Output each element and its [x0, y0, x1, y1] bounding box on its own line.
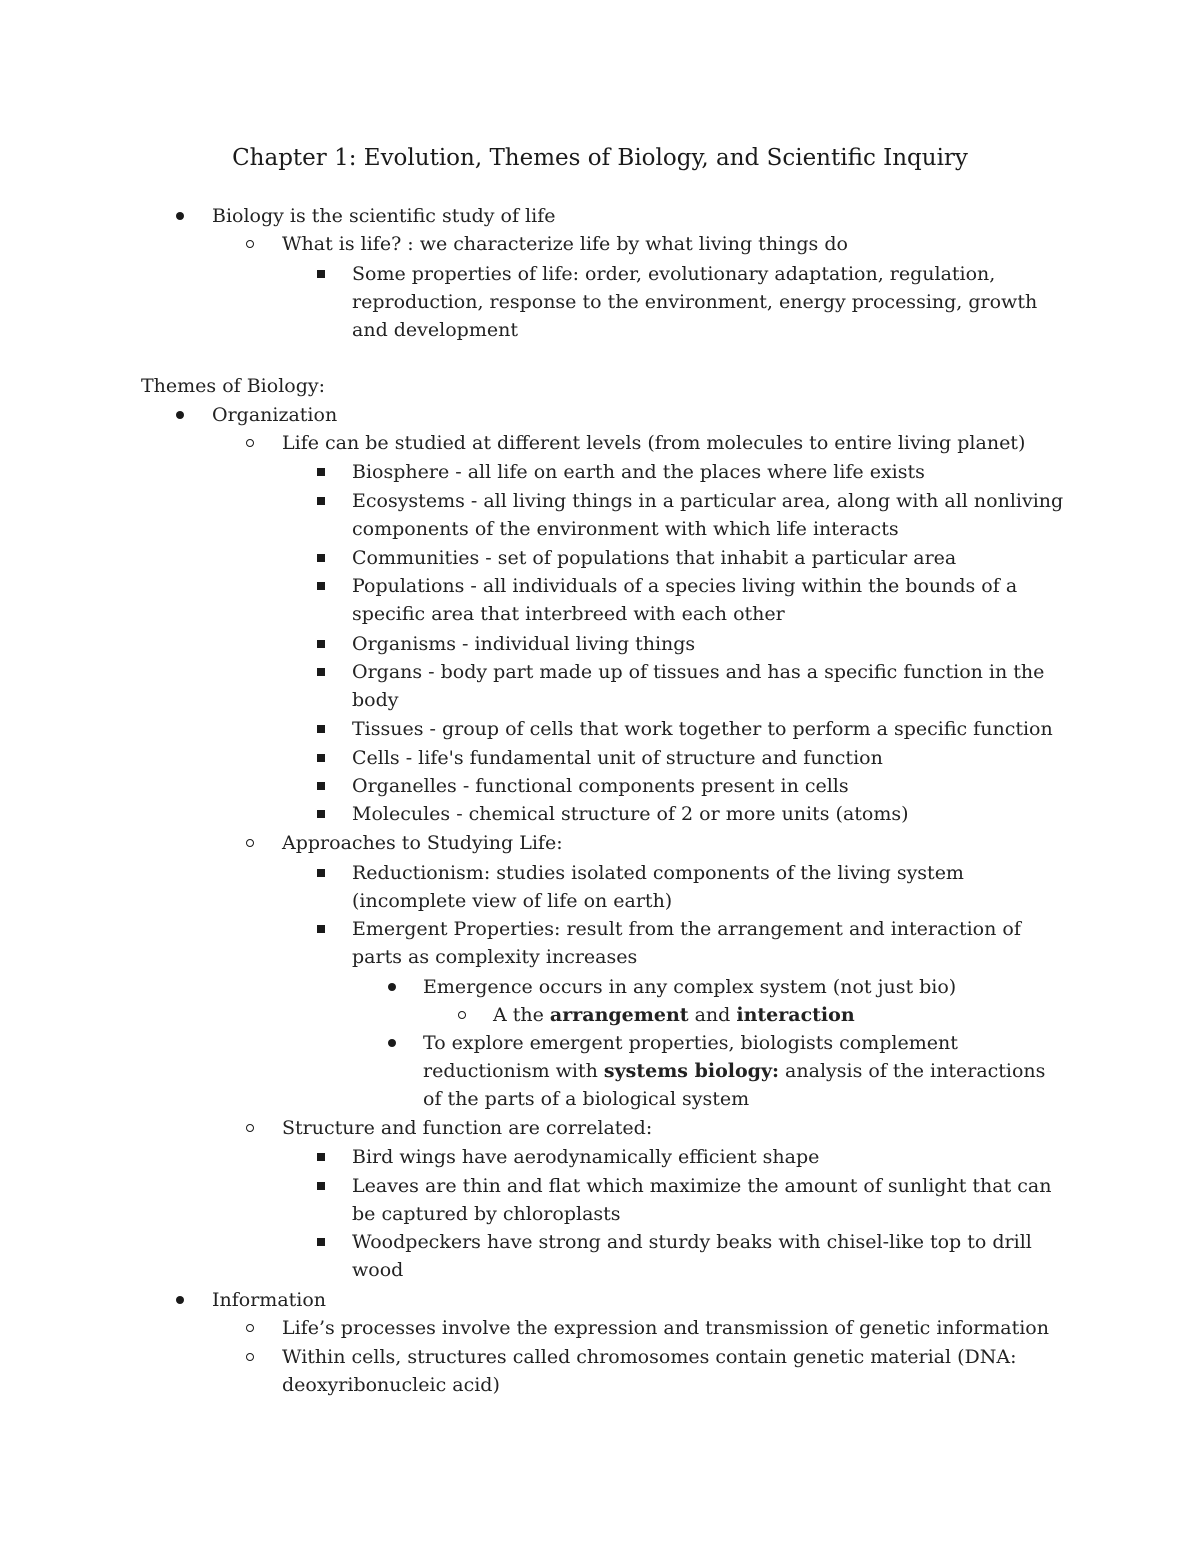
list-item-continuation: be captured by chloroplasts: [352, 1203, 621, 1225]
list-item: To explore emergent properties, biologists complement: [423, 1032, 958, 1054]
bullet-square-icon: [317, 1238, 325, 1246]
bullet-square-icon: [317, 582, 325, 590]
bullet-square-icon: [317, 554, 325, 562]
list-item: Life can be studied at different levels (from molecules to entire living planet): [282, 432, 1026, 454]
page-title: Chapter 1: Evolution, Themes of Biology, and Scientific Inquiry: [232, 145, 968, 171]
bullet-square-icon: [317, 497, 325, 505]
list-item: Organisms - individual living things: [352, 633, 696, 655]
list-item: What is life? : we characterize life by what living things do: [282, 233, 848, 255]
list-item: Some properties of life: order, evolutionary adaptation, regulation,: [352, 263, 996, 285]
list-item: Leaves are thin and flat which maximize the amount of sunlight that can: [352, 1175, 1052, 1197]
list-item: Reductionism: studies isolated components of the living system: [352, 862, 964, 884]
list-item: Organelles - functional components present in cells: [352, 775, 849, 797]
list-item: Organs - body part made up of tissues and has a specific function in the: [352, 661, 1045, 683]
list-item: Within cells, structures called chromosomes contain genetic material (DNA:: [282, 1346, 1017, 1368]
bullet-square-icon: [317, 925, 325, 933]
bullet-square-icon: [317, 725, 325, 733]
list-item-continuation: reproduction, response to the environment, energy processing, growth: [352, 291, 1038, 313]
bullet-square-icon: [317, 810, 325, 818]
list-item-continuation: and development: [352, 319, 518, 341]
list-item: Woodpeckers have strong and sturdy beaks with chisel-like top to drill: [352, 1231, 1032, 1253]
list-item: Bird wings have aerodynamically efficient shape: [352, 1146, 820, 1168]
bullet-circle-icon: [246, 1124, 254, 1132]
list-item-continuation: (incomplete view of life on earth): [352, 890, 673, 912]
bullet-disc-icon: [388, 983, 396, 991]
list-item-continuation: body: [352, 689, 399, 711]
bullet-disc-icon: [176, 411, 184, 419]
bullet-disc-icon: [176, 212, 184, 220]
bullet-circle-icon: [246, 839, 254, 847]
list-item: Structure and function are correlated:: [282, 1117, 653, 1139]
bullet-square-icon: [317, 1153, 325, 1161]
list-item: Emergence occurs in any complex system (not just bio): [423, 976, 957, 998]
bullet-circle-icon: [246, 439, 254, 447]
list-item: Biosphere - all life on earth and the places where life exists: [352, 461, 925, 483]
list-item: Cells - life's fundamental unit of structure and function: [352, 747, 883, 769]
bullet-disc-icon: [176, 1296, 184, 1304]
list-item-continuation: specific area that interbreed with each other: [352, 603, 785, 625]
list-item: Biology is the scientific study of life: [212, 205, 556, 227]
list-item-continuation: parts as complexity increases: [352, 946, 638, 968]
list-item-continuation: of the parts of a biological system: [423, 1088, 750, 1110]
list-item-continuation: wood: [352, 1259, 404, 1281]
bullet-circle-icon: [246, 1353, 254, 1361]
list-item-continuation: components of the environment with which life interacts: [352, 518, 899, 540]
bullet-square-icon: [317, 869, 325, 877]
bullet-square-icon: [317, 668, 325, 676]
list-item: A the arrangement and interaction: [493, 1004, 855, 1026]
bullet-circle-icon: [458, 1011, 466, 1019]
list-item: Life’s processes involve the expression and transmission of genetic information: [282, 1317, 1049, 1339]
list-item: Tissues - group of cells that work together to perform a specific function: [352, 718, 1053, 740]
bullet-square-icon: [317, 640, 325, 648]
list-item-continuation: reductionism with systems biology: analysis of the interactions: [423, 1060, 1046, 1082]
section-heading: Themes of Biology:: [141, 375, 326, 397]
list-item: Communities - set of populations that inhabit a particular area: [352, 547, 957, 569]
bullet-square-icon: [317, 1182, 325, 1190]
bullet-circle-icon: [246, 1324, 254, 1332]
list-item: Ecosystems - all living things in a particular area, along with all nonliving: [352, 490, 1064, 512]
list-item: Approaches to Studying Life:: [282, 832, 563, 854]
list-item: Information: [212, 1289, 327, 1311]
bullet-square-icon: [317, 782, 325, 790]
bullet-square-icon: [317, 270, 325, 278]
bullet-square-icon: [317, 754, 325, 762]
list-item: Emergent Properties: result from the arrangement and interaction of: [352, 918, 1021, 940]
list-item-continuation: deoxyribonucleic acid): [282, 1374, 500, 1396]
bullet-square-icon: [317, 468, 325, 476]
bullet-circle-icon: [246, 240, 254, 248]
list-item: Molecules - chemical structure of 2 or more units (atoms): [352, 803, 909, 825]
list-item: Organization: [212, 404, 338, 426]
bullet-disc-icon: [388, 1039, 396, 1047]
list-item: Populations - all individuals of a species living within the bounds of a: [352, 575, 1018, 597]
